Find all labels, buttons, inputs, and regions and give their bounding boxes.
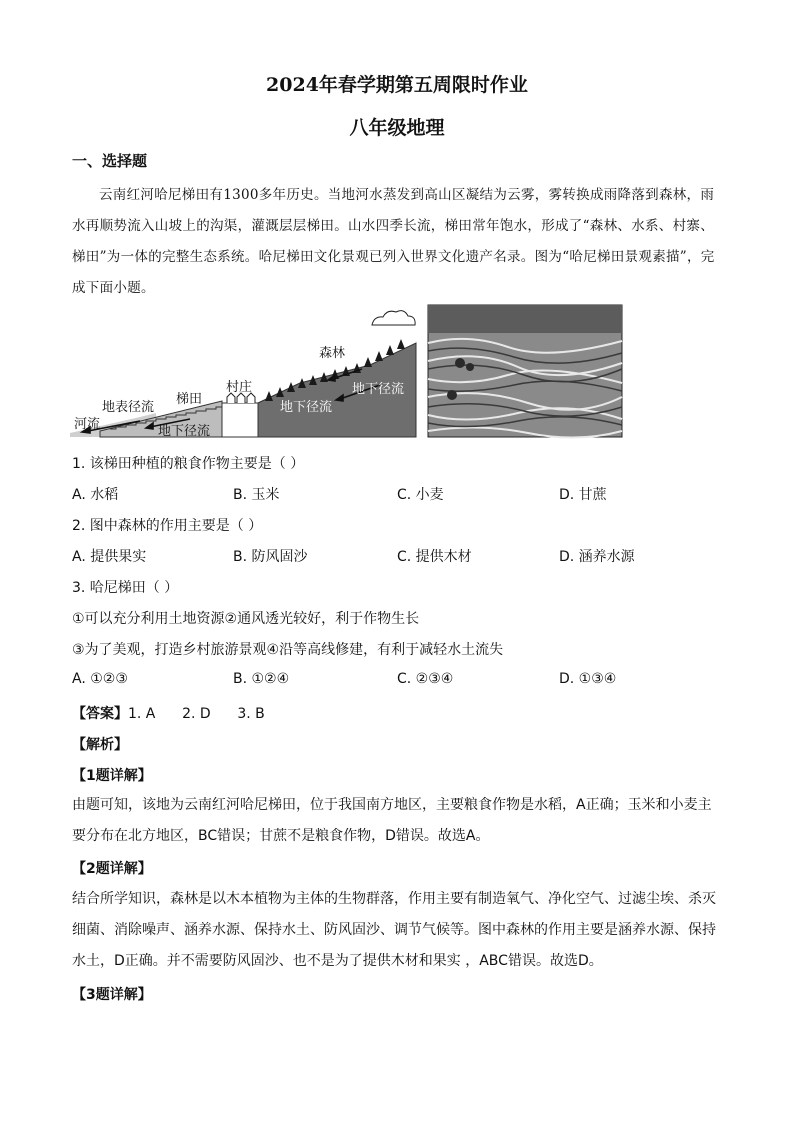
question-3-line-1: ①可以充分利用土地资源②通风透光较好，利于作物生长 [72, 611, 420, 627]
q1-option-c: C. 小麦 [397, 487, 444, 503]
detail-1-label: 【1题详解】 [72, 768, 152, 784]
q2-option-b: B. 防风固沙 [233, 549, 308, 565]
cloud-icon [372, 311, 415, 325]
question-3-stem: 3. 哈尼梯田（ ） [72, 580, 179, 596]
q3-option-c: C. ②③④ [397, 671, 454, 687]
q2-option-a: A. 提供果实 [72, 549, 147, 565]
detail-2-text: 结合所学知识，森林是以木本植物为主体的生物群落，作用主要有制造氧气、净化空气、过滤尘埃、杀灭细菌、消除噪声、涵养水源、保持水土、防风固沙、调节气候等。图中森林的作用主要是涵养水源、保持水土，D正确。并不需要防风固沙、也不是为了提供木材和果实 ，ABC错误。故选D。 [72, 891, 716, 969]
question-2-stem: 2. 图中森林的作用主要是（ ） [72, 518, 263, 534]
answer-label: 【答案】 [72, 706, 128, 722]
terrace-sketch-diagram [70, 303, 630, 440]
label-village: 村庄 [226, 380, 253, 395]
page-subtitle: 八年级地理 [349, 117, 445, 139]
label-underground-runoff-2: 地下径流 [280, 400, 333, 415]
detail-3-label: 【3题详解】 [72, 987, 152, 1003]
terrace-landscape-figure [70, 303, 630, 440]
detail-1-text: 由题可知，该地为云南红河哈尼梯田，位于我国南方地区，主要粮食作物是水稻，A正确；玉米和小麦主要分布在北方地区，BC错误；甘蔗不是粮食作物，D错误。故选A。 [72, 797, 712, 844]
answer-line [72, 703, 265, 723]
q3-option-a: A. ①②③ [72, 671, 128, 687]
label-terrace: 梯田 [176, 392, 203, 407]
village-block [222, 403, 258, 437]
q2-option-c: C. 提供木材 [397, 549, 472, 565]
detail-2-label: 【2题详解】 [72, 861, 152, 877]
analysis-label: 【解析】 [72, 737, 128, 753]
passage-text: 云南红河哈尼梯田有1300多年历史。当地河水蒸发到高山区凝结为云雾，雾转换成雨降落到森林，雨水再顺势流入山坡上的沟渠，灌溉层层梯田。山水四季长流，梯田常年饱水，形成了“森林、水系、村寨、梯田”为一体的完整生态系统。哈尼梯田文化景观已列入世界文化遗产名录。图为“哈尼梯田景观素描”，完成下面小题。 [72, 187, 715, 296]
answer-text: 1. A 2. D 3. B [128, 706, 265, 722]
q3-option-d: D. ①③④ [559, 671, 617, 687]
label-river: 河流 [74, 417, 101, 432]
page-title: 2024年春学期第五周限时作业 [266, 74, 528, 96]
label-forest: 森林 [319, 346, 346, 361]
q1-option-d: D. 甘蔗 [559, 487, 607, 503]
section-heading: 一、选择题 [72, 152, 148, 170]
terrace-photo [428, 305, 622, 438]
label-underground-runoff-1: 地下径流 [158, 424, 211, 439]
question-1-stem: 1. 该梯田种植的粮食作物主要是（ ） [72, 456, 305, 472]
label-underground-runoff-3: 地下径流 [352, 382, 405, 397]
q2-option-d: D. 涵养水源 [559, 549, 635, 565]
q1-option-a: A. 水稻 [72, 487, 119, 503]
label-surface-runoff: 地表径流 [102, 400, 155, 415]
q1-option-b: B. 玉米 [233, 487, 280, 503]
q3-option-b: B. ①②④ [233, 671, 290, 687]
question-3-line-2: ③为了美观，打造乡村旅游景观④沿等高线修建，有利于减轻水土流失 [72, 642, 504, 658]
